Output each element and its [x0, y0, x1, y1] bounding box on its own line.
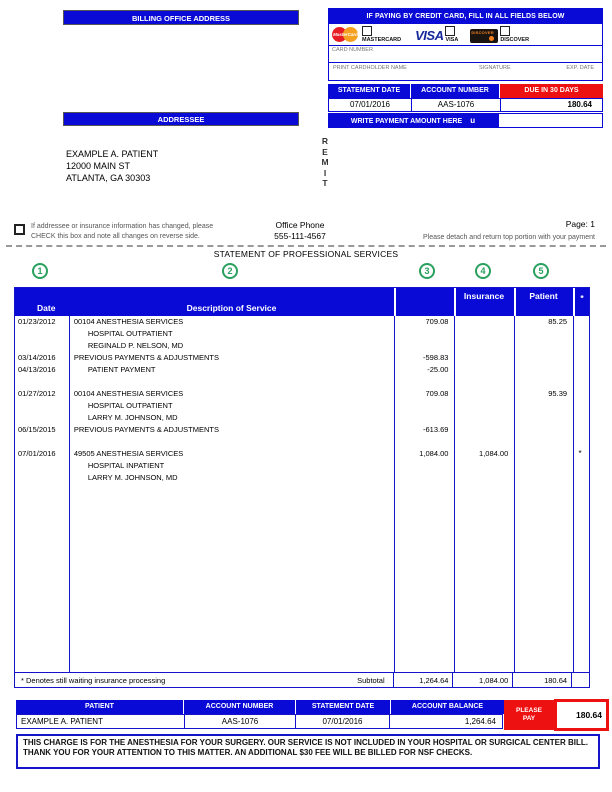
row-cell: 85.25: [548, 317, 568, 326]
row-cell: [15, 412, 69, 424]
summary-patient: EXAMPLE A. PATIENT: [16, 714, 184, 729]
due-in-30-days-header: DUE IN 30 DAYS: [500, 84, 603, 98]
row-cell: [393, 400, 453, 412]
visa-checkbox[interactable]: [445, 26, 455, 36]
row-cell: [15, 460, 69, 472]
row-cell: *: [578, 449, 582, 458]
discover-label: DISCOVER: [500, 37, 530, 43]
payment-amount-input[interactable]: [498, 113, 603, 128]
remit-letter: E: [322, 146, 328, 157]
remit-letter: I: [323, 167, 327, 178]
table-row: [15, 364, 589, 376]
subtotal-insurance: 1,084.00: [452, 673, 512, 688]
amount-due-value: 180.64: [500, 98, 603, 112]
column-marker-5: 5: [533, 263, 549, 279]
row-cell: 03/14/2016: [18, 353, 56, 362]
row-cell: [452, 364, 512, 376]
office-phone-block: [240, 220, 360, 242]
cardholder-signature-row[interactable]: [329, 62, 602, 80]
row-cell: [393, 412, 453, 424]
statement-info-box: [328, 84, 603, 128]
address-change-notice: [31, 222, 271, 241]
row-cell: HOSPITAL OUTPATIENT: [87, 329, 173, 338]
asterisk-note: * Denotes still waiting insurance processing: [21, 676, 166, 685]
card-logos-row: [329, 24, 602, 45]
row-cell: -25.00: [427, 365, 449, 374]
row-cell: [393, 340, 453, 352]
row-cell: 00104 ANESTHESIA SERVICES: [73, 389, 184, 398]
visa-label: VISA: [445, 37, 459, 43]
row-cell: 1,084.00: [479, 449, 509, 458]
summary-table: [16, 700, 608, 730]
patient-name: EXAMPLE A. PATIENT: [66, 149, 159, 159]
address-change-checkbox[interactable]: [14, 224, 25, 235]
row-cell: 49505 ANESTHESIA SERVICES: [73, 449, 184, 458]
statement-date-header: STATEMENT DATE: [328, 84, 410, 98]
office-phone-number: 555-111-4567: [274, 231, 326, 241]
row-cell: [15, 340, 69, 352]
row-cell: PREVIOUS PAYMENTS & ADJUSTMENTS: [73, 353, 219, 362]
row-cell: LARRY M. JOHNSON, MD: [87, 473, 178, 482]
row-cell: [512, 400, 571, 412]
row-cell: LARRY M. JOHNSON, MD: [87, 413, 178, 422]
exp-date-label: EXP. DATE: [566, 65, 594, 71]
account-number-header: ACCOUNT NUMBER: [411, 84, 499, 98]
office-phone-label: Office Phone: [275, 220, 325, 230]
visa-logo-icon: VISA: [415, 28, 444, 43]
row-cell: HOSPITAL OUTPATIENT: [87, 401, 173, 410]
summary-header-account: ACCOUNT NUMBER: [184, 700, 295, 714]
row-cell: [512, 340, 571, 352]
row-cell: 04/13/2016: [18, 365, 56, 374]
table-row: [15, 448, 589, 460]
please-pay-cell: [504, 700, 554, 730]
page-number: Page: 1: [565, 219, 595, 229]
patient-city: ATLANTA, GA 30303: [66, 173, 151, 183]
pointer-glyph-icon: u: [470, 116, 476, 125]
column-marker-4: 4: [475, 263, 491, 279]
row-cell: 06/15/2015: [18, 425, 56, 434]
write-payment-label: WRITE PAYMENT AMOUNT HERE u: [328, 113, 498, 128]
table-row: [15, 316, 589, 328]
remit-letter: R: [321, 136, 329, 146]
service-table-footer: [15, 672, 589, 688]
row-cell: [393, 376, 453, 388]
row-cell: 709.08: [425, 317, 449, 326]
header-date: Date: [37, 303, 56, 313]
service-table-body: [15, 316, 589, 672]
row-cell: [512, 364, 571, 376]
mastercard-checkbox[interactable]: [362, 26, 372, 36]
address-change-line2: CHECK this box and note all changes on reverse side.: [31, 232, 200, 240]
row-cell: [452, 328, 512, 340]
row-cell: [512, 424, 571, 436]
notice-box: THIS CHARGE IS FOR THE ANESTHESIA FOR YOUR SURGERY. OUR SERVICE IS NOT INCLUDED IN YOUR HOSPITAL OR SURGICAL CENTER BILL. THANK YOU FOR YOUR ATTENTION TO THIS MATTER. AN ADDITIONAL $30 FEE WILL BE BILLED FOR NSF CHECKS.: [16, 734, 600, 769]
signature-label: SIGNATURE: [479, 65, 511, 71]
remit-letter: T: [322, 178, 328, 188]
please-pay-line2: PAY: [522, 715, 536, 722]
header-asterisk: *: [580, 293, 584, 303]
service-table-header: [15, 288, 589, 316]
discover-logo-icon: [470, 29, 498, 43]
row-cell: [15, 376, 69, 388]
row-cell: [452, 376, 512, 388]
row-cell: 95.39: [548, 389, 568, 398]
row-cell: [452, 316, 512, 328]
row-cell: [512, 412, 571, 424]
summary-header-balance: ACCOUNT BALANCE: [391, 700, 504, 714]
row-cell: [512, 376, 571, 388]
row-cell: [512, 352, 571, 364]
discover-checkbox[interactable]: [500, 26, 510, 36]
row-cell: [69, 376, 393, 388]
row-cell: [512, 472, 571, 484]
row-cell: [69, 436, 393, 448]
row-cell: -613.69: [423, 425, 449, 434]
table-row: [15, 412, 589, 424]
card-number-label: CARD NUMBER: [332, 47, 373, 53]
statement-title: STATEMENT OF PROFESSIONAL SERVICES: [213, 249, 399, 259]
subtotal-patient: 180.64: [512, 673, 571, 688]
subtotal-amount: 1,264.64: [393, 673, 453, 688]
row-cell: [452, 472, 512, 484]
header-patient: Patient: [529, 291, 558, 301]
please-pay-line1: PLEASE: [515, 707, 542, 714]
row-cell: PATIENT PAYMENT: [87, 365, 156, 374]
addressee-bar: ADDRESSEE: [63, 112, 299, 126]
subtotal-asterisk-cell: [571, 673, 589, 688]
row-cell: [452, 340, 512, 352]
amount-due-box[interactable]: 180.64: [554, 699, 609, 731]
row-cell: [512, 436, 571, 448]
row-cell: [15, 328, 69, 340]
row-cell: [452, 388, 512, 400]
patient-street: 12000 MAIN ST: [66, 161, 131, 171]
table-row: [15, 400, 589, 412]
row-cell: 07/01/2016: [18, 449, 56, 458]
row-cell: 01/23/2012: [18, 317, 56, 326]
table-row: [15, 472, 589, 484]
remit-letter: M: [321, 157, 329, 167]
table-row: [15, 352, 589, 364]
mastercard-logo-icon: [332, 26, 360, 43]
detach-note: Please detach and return top portion with your payment: [423, 234, 595, 241]
mastercard-label: MASTERCARD: [362, 37, 402, 43]
subtotal-label: Subtotal: [357, 676, 385, 685]
row-cell: PREVIOUS PAYMENTS & ADJUSTMENTS: [73, 425, 219, 434]
row-cell: [452, 424, 512, 436]
column-marker-3: 3: [419, 263, 435, 279]
row-cell: 00104 ANESTHESIA SERVICES: [73, 317, 184, 326]
summary-account-balance: 1,264.64: [389, 714, 503, 729]
summary-account-number: AAS-1076: [184, 714, 295, 729]
cardholder-name-label: PRINT CARDHOLDER NAME: [333, 65, 407, 71]
service-table: [14, 287, 590, 688]
column-marker-2: 2: [222, 263, 238, 279]
account-number-value: AAS-1076: [411, 98, 500, 112]
detach-dashed-line: [6, 245, 606, 247]
row-cell: [393, 472, 453, 484]
row-cell: [452, 460, 512, 472]
table-row: [15, 376, 589, 388]
row-cell: [452, 412, 512, 424]
row-cell: [15, 472, 69, 484]
summary-statement-date: 07/01/2016: [295, 714, 389, 729]
row-cell: -598.83: [423, 353, 449, 362]
table-row: [15, 436, 589, 448]
row-cell: [512, 460, 571, 472]
mastercard-logo-text: MasterCard: [333, 32, 358, 37]
row-cell: REGINALD P. NELSON, MD: [87, 341, 184, 350]
row-cell: HOSPITAL INPATIENT: [87, 461, 165, 470]
row-cell: 709.08: [425, 389, 449, 398]
table-row: [15, 340, 589, 352]
row-cell: [15, 436, 69, 448]
summary-header-patient: PATIENT: [16, 700, 183, 714]
row-cell: [452, 436, 512, 448]
column-marker-1: 1: [32, 263, 48, 279]
header-description: Description of Service: [186, 303, 277, 313]
header-insurance: Insurance: [463, 291, 505, 301]
row-cell: [512, 448, 571, 460]
statement-date-value: 07/01/2016: [328, 98, 411, 112]
row-cell: [393, 328, 453, 340]
billing-office-address-bar: BILLING OFFICE ADDRESS: [63, 10, 299, 25]
remit-vertical-label: [320, 136, 330, 189]
row-cell: [393, 460, 453, 472]
credit-card-header: IF PAYING BY CREDIT CARD, FILL IN ALL FIELDS BELOW: [329, 9, 602, 24]
row-cell: [15, 400, 69, 412]
card-number-field[interactable]: [329, 45, 602, 62]
credit-card-section: [328, 8, 603, 81]
table-row: [15, 388, 589, 400]
table-row: [15, 460, 589, 472]
addressee-block: [66, 148, 158, 184]
row-cell: 1,084.00: [419, 449, 449, 458]
table-row: [15, 424, 589, 436]
address-change-line1: If addressee or insurance information has changed, please: [31, 223, 214, 230]
summary-header-statement-date: STATEMENT DATE: [296, 700, 390, 714]
row-cell: [452, 352, 512, 364]
row-cell: [393, 436, 453, 448]
discover-logo-text: DISCOVER: [471, 30, 494, 35]
row-cell: [512, 328, 571, 340]
table-row: [15, 328, 589, 340]
row-cell: [452, 400, 512, 412]
row-cell: 01/27/2012: [18, 389, 56, 398]
